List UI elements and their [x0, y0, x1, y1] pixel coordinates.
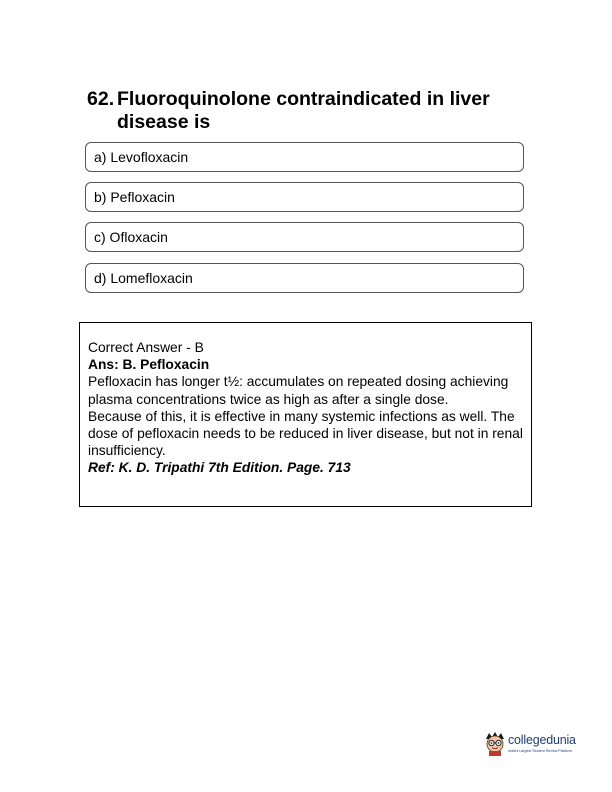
option-b[interactable]: b) Pefloxacin: [85, 182, 524, 212]
option-d[interactable]: d) Lomefloxacin: [85, 263, 524, 293]
brand-tagline: India's Largest Student Review Platform: [508, 749, 572, 753]
explanation-paragraph-2: Because of this, it is effective in many systemic infections as well. The dose of pefloxacin needs to be reduced in liver disease, but not in renal insufficiency.: [88, 408, 523, 459]
question-title: [87, 88, 527, 134]
reference: Ref: K. D. Tripathi 7th Edition. Page. 713: [88, 460, 351, 476]
correct-answer: Correct Answer - B: [88, 340, 204, 355]
answer-box: [79, 322, 532, 507]
brand-name: collegedunia: [508, 733, 576, 747]
option-c[interactable]: c) Ofloxacin: [85, 222, 524, 252]
question-text-line1: Fluoroquinolone contraindicated in liver: [117, 88, 490, 110]
option-a[interactable]: a) Levofloxacin: [85, 142, 524, 172]
question-number: 62.: [87, 88, 115, 110]
answer-heading: Ans: B. Pefloxacin: [88, 357, 210, 373]
explanation-paragraph-1: Pefloxacin has longer t½: accumulates on repeated dosing achieving plasma concentrations twice as high as after a single dose.: [88, 374, 509, 407]
question-text-line2: disease is: [117, 111, 211, 133]
mascot-icon: [483, 730, 507, 756]
collegedunia-logo: [483, 730, 583, 760]
